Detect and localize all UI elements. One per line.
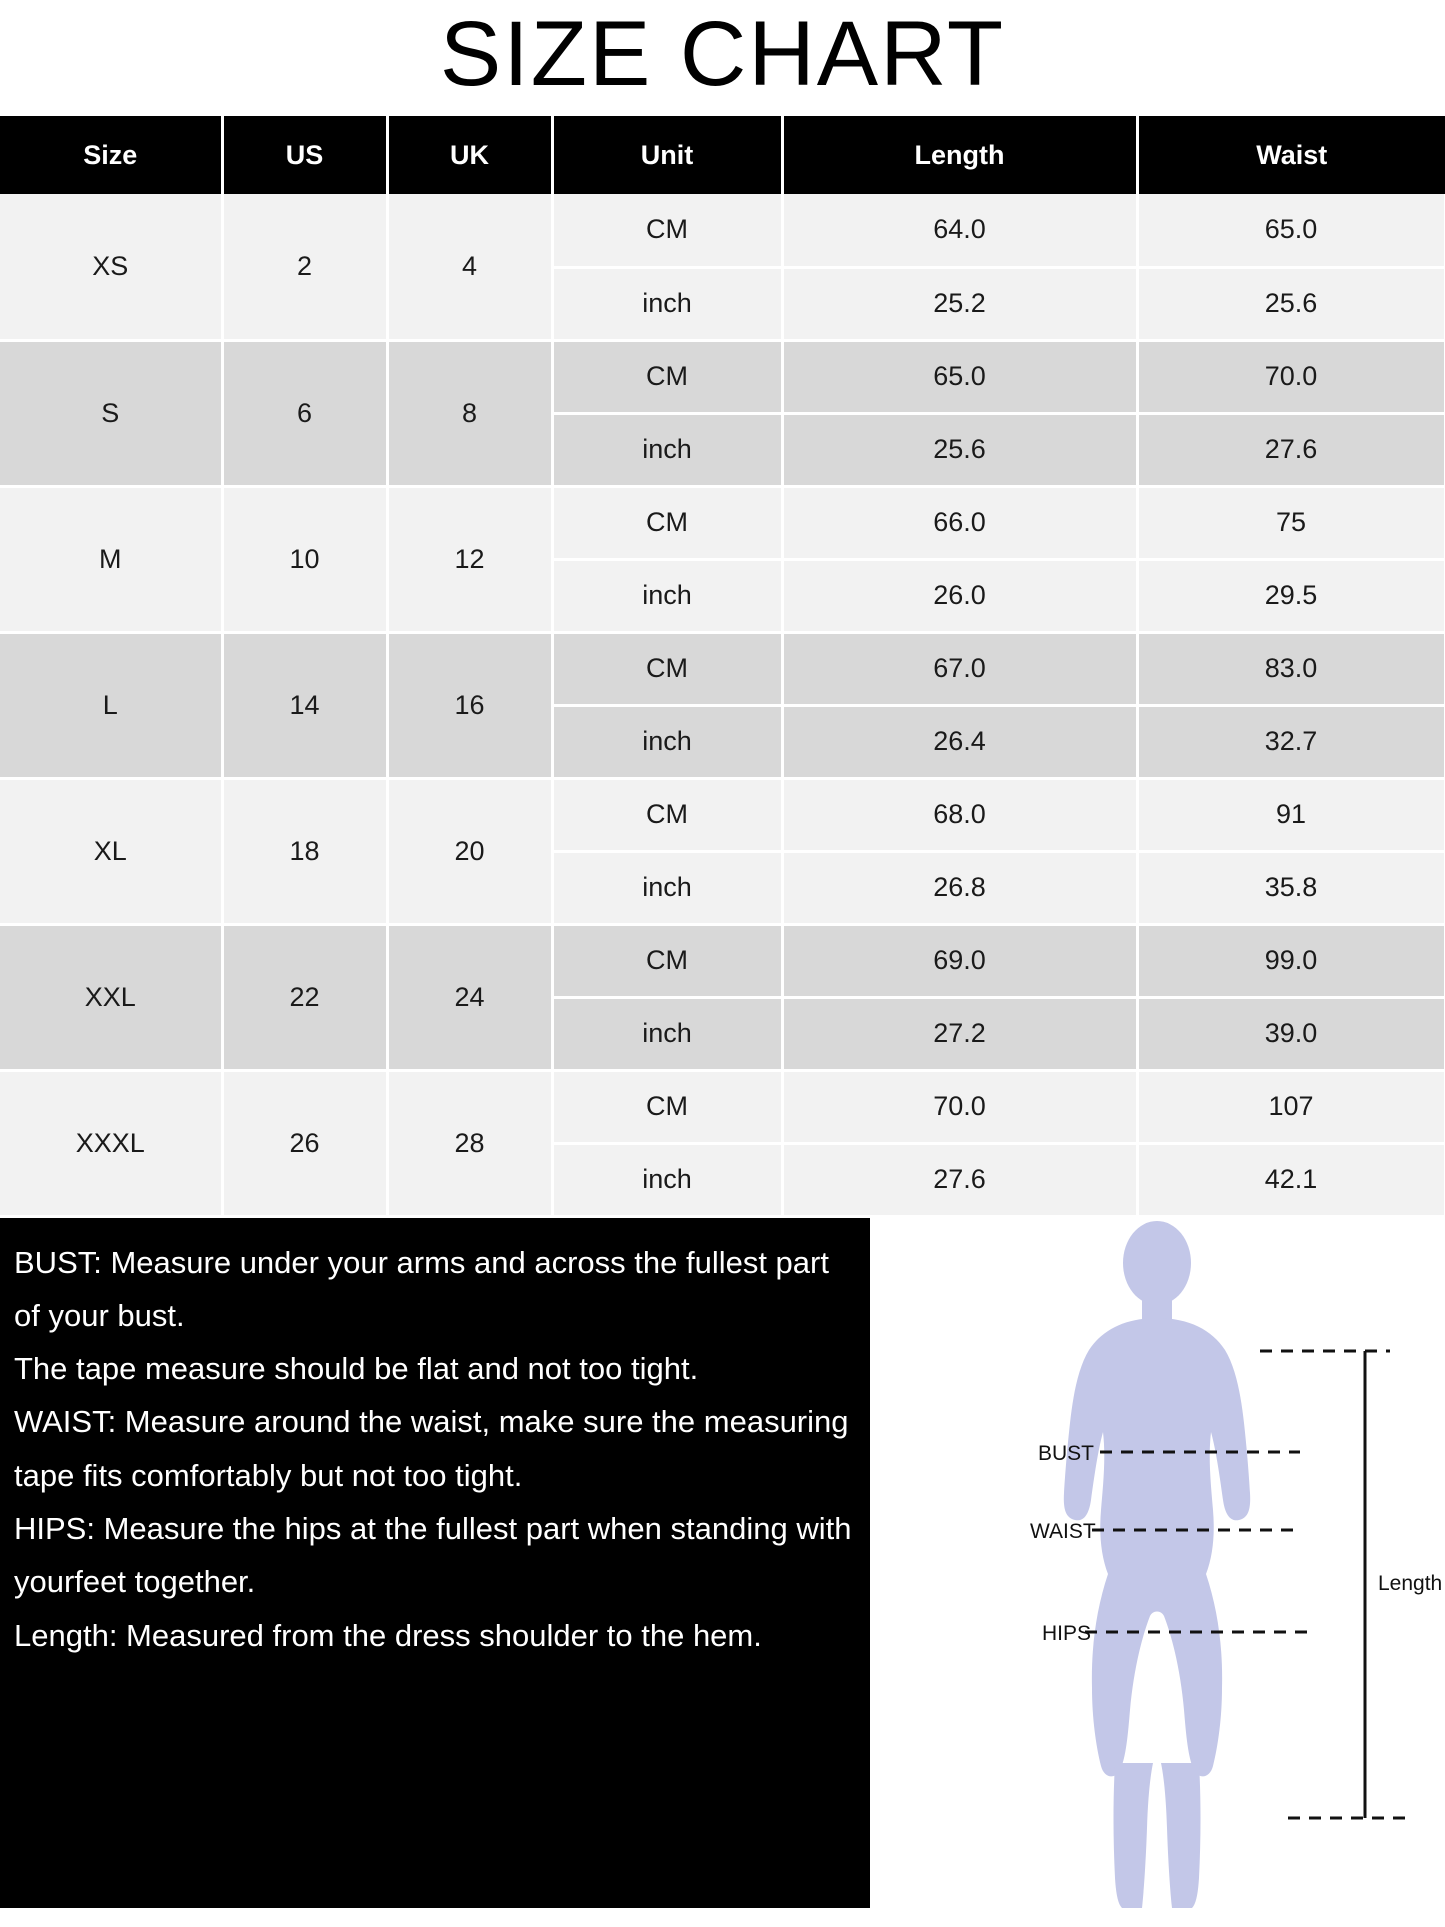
cell-waist: 70.0 [1137, 340, 1445, 413]
cell-size: S [0, 340, 222, 486]
cell-us: 14 [222, 632, 387, 778]
cell-waist: 35.8 [1137, 851, 1445, 924]
cell-unit: CM [552, 486, 782, 559]
label-waist: WAIST [1030, 1519, 1096, 1543]
cell-unit: inch [552, 267, 782, 340]
cell-length: 65.0 [782, 340, 1137, 413]
cell-uk: 24 [387, 924, 552, 1070]
cell-length: 27.2 [782, 997, 1137, 1070]
table-row [0, 778, 1445, 851]
column-header-size: Size [0, 116, 222, 194]
cell-length: 26.4 [782, 705, 1137, 778]
cell-length: 25.6 [782, 413, 1137, 486]
cell-unit: inch [552, 559, 782, 632]
female-silhouette-icon [1064, 1221, 1250, 1908]
note-hips: HIPS: Measure the hips at the fullest part when standing with yourfeet together. [14, 1511, 852, 1600]
cell-length: 67.0 [782, 632, 1137, 705]
cell-unit: inch [552, 1143, 782, 1216]
cell-us: 6 [222, 340, 387, 486]
label-hips: HIPS [1042, 1621, 1092, 1645]
cell-unit: CM [552, 924, 782, 997]
cell-uk: 8 [387, 340, 552, 486]
cell-waist: 25.6 [1137, 267, 1445, 340]
cell-waist: 42.1 [1137, 1143, 1445, 1216]
cell-unit: CM [552, 632, 782, 705]
cell-length: 66.0 [782, 486, 1137, 559]
cell-unit: CM [552, 778, 782, 851]
cell-unit: CM [552, 1070, 782, 1143]
column-header-unit: Unit [552, 116, 782, 194]
cell-length: 70.0 [782, 1070, 1137, 1143]
cell-waist: 107 [1137, 1070, 1445, 1143]
note-length: Length: Measured from the dress shoulder to the hem. [14, 1617, 762, 1653]
cell-waist: 32.7 [1137, 705, 1445, 778]
note-bust: BUST: Measure under your arms and across the fullest part of your bust. [14, 1244, 829, 1333]
body-diagram [870, 1218, 1445, 1908]
cell-length: 27.6 [782, 1143, 1137, 1216]
note-tape: The tape measure should be flat and not too tight. [14, 1351, 699, 1387]
body-figure-panel [870, 1218, 1445, 1908]
cell-size: XXXL [0, 1070, 222, 1216]
cell-us: 10 [222, 486, 387, 632]
cell-length: 69.0 [782, 924, 1137, 997]
table-row [0, 1070, 1445, 1143]
cell-unit: CM [552, 340, 782, 413]
cell-unit: inch [552, 413, 782, 486]
cell-waist: 91 [1137, 778, 1445, 851]
cell-us: 26 [222, 1070, 387, 1216]
column-header-waist: Waist [1137, 116, 1445, 194]
cell-unit: inch [552, 705, 782, 778]
table-row [0, 194, 1445, 267]
cell-waist: 83.0 [1137, 632, 1445, 705]
label-length: Length [1378, 1571, 1443, 1595]
table-row [0, 340, 1445, 413]
column-header-uk: UK [387, 116, 552, 194]
cell-size: M [0, 486, 222, 632]
cell-us: 18 [222, 778, 387, 924]
cell-size: L [0, 632, 222, 778]
cell-uk: 28 [387, 1070, 552, 1216]
cell-waist: 65.0 [1137, 194, 1445, 267]
cell-unit: CM [552, 194, 782, 267]
cell-us: 22 [222, 924, 387, 1070]
cell-uk: 12 [387, 486, 552, 632]
cell-length: 64.0 [782, 194, 1137, 267]
table-row [0, 632, 1445, 705]
note-waist: WAIST: Measure around the waist, make sure the measuring tape fits comfortably but not too tight. [14, 1404, 849, 1493]
cell-waist: 99.0 [1137, 924, 1445, 997]
cell-length: 26.0 [782, 559, 1137, 632]
size-chart-table [0, 116, 1445, 1218]
cell-size: XXL [0, 924, 222, 1070]
cell-uk: 20 [387, 778, 552, 924]
label-bust: BUST [1038, 1441, 1095, 1465]
cell-unit: inch [552, 851, 782, 924]
cell-uk: 16 [387, 632, 552, 778]
measurement-instructions [0, 1218, 870, 1908]
table-row [0, 924, 1445, 997]
page-title: SIZE CHART [439, 3, 1006, 105]
cell-waist: 39.0 [1137, 997, 1445, 1070]
cell-waist: 75 [1137, 486, 1445, 559]
cell-waist: 29.5 [1137, 559, 1445, 632]
cell-unit: inch [552, 997, 782, 1070]
cell-size: XL [0, 778, 222, 924]
table-header-row [0, 116, 1445, 194]
column-header-length: Length [782, 116, 1137, 194]
cell-length: 68.0 [782, 778, 1137, 851]
cell-length: 26.8 [782, 851, 1137, 924]
cell-length: 25.2 [782, 267, 1137, 340]
cell-us: 2 [222, 194, 387, 340]
cell-waist: 27.6 [1137, 413, 1445, 486]
cell-uk: 4 [387, 194, 552, 340]
column-header-us: US [222, 116, 387, 194]
table-row [0, 486, 1445, 559]
measurement-guide-section [0, 1218, 1445, 1908]
cell-size: XS [0, 194, 222, 340]
